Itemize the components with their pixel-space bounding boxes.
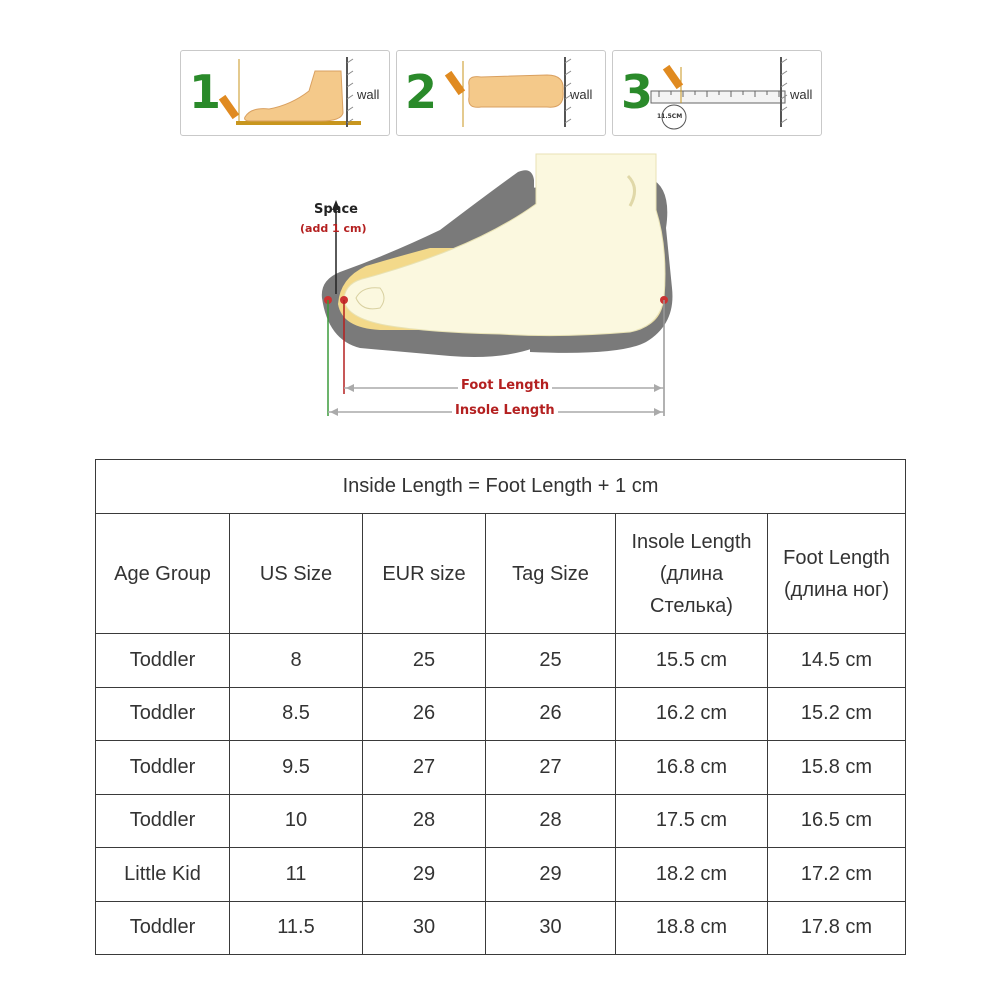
table-row xyxy=(96,848,906,902)
step-2-panel xyxy=(396,50,606,136)
header-foot-length xyxy=(768,514,906,634)
header-foot-length-en: Foot Length xyxy=(783,546,890,569)
cell-eur: 26 xyxy=(363,687,486,741)
header-insole-length-en: Insole Length xyxy=(631,530,752,553)
cell-insole: 18.2 cm xyxy=(616,848,768,902)
space-label: Space xyxy=(314,202,358,217)
cell-foot: 15.8 cm xyxy=(768,741,906,795)
header-foot-length-ru: (длина ног) xyxy=(783,578,890,601)
cell-insole: 17.5 cm xyxy=(616,794,768,848)
foot-length-label: Foot Length xyxy=(458,378,552,393)
cell-foot: 16.5 cm xyxy=(768,794,906,848)
cell-insole: 16.2 cm xyxy=(616,687,768,741)
cell-tag: 25 xyxy=(486,634,616,688)
step-1-panel xyxy=(180,50,390,136)
formula-text: Inside Length = Foot Length + 1 cm xyxy=(96,460,906,514)
step-number: 1 xyxy=(189,65,222,119)
cell-eur: 29 xyxy=(363,848,486,902)
formula-row xyxy=(96,460,906,514)
table-row xyxy=(96,687,906,741)
header-us-size: US Size xyxy=(230,514,363,634)
cell-age: Toddler xyxy=(96,901,230,955)
cell-foot: 17.8 cm xyxy=(768,901,906,955)
header-eur-size: EUR size xyxy=(363,514,486,634)
cell-us: 8 xyxy=(230,634,363,688)
cell-foot: 15.2 cm xyxy=(768,687,906,741)
header-row xyxy=(96,514,906,634)
wall-label: wall xyxy=(357,87,380,102)
cell-age: Toddler xyxy=(96,794,230,848)
cell-insole: 15.5 cm xyxy=(616,634,768,688)
step-number: 3 xyxy=(621,65,654,119)
foot-in-shoe-diagram xyxy=(300,148,700,428)
wall-label: wall xyxy=(790,87,813,102)
cell-insole: 16.8 cm xyxy=(616,741,768,795)
ruler-mark-label: 11.5CM xyxy=(657,113,683,120)
header-age-group: Age Group xyxy=(96,514,230,634)
cell-us: 11.5 xyxy=(230,901,363,955)
size-chart-table xyxy=(95,459,906,955)
cell-foot: 14.5 cm xyxy=(768,634,906,688)
cell-tag: 29 xyxy=(486,848,616,902)
cell-us: 9.5 xyxy=(230,741,363,795)
cell-tag: 27 xyxy=(486,741,616,795)
cell-eur: 30 xyxy=(363,901,486,955)
cell-tag: 26 xyxy=(486,687,616,741)
space-note: (add 1 cm) xyxy=(300,222,367,235)
table-row xyxy=(96,794,906,848)
table-row xyxy=(96,741,906,795)
cell-tag: 30 xyxy=(486,901,616,955)
header-insole-length-ru: (длина Стелька) xyxy=(650,562,733,617)
table-row xyxy=(96,634,906,688)
step-number: 2 xyxy=(405,65,438,119)
cell-age: Little Kid xyxy=(96,848,230,902)
cell-age: Toddler xyxy=(96,634,230,688)
cell-us: 11 xyxy=(230,848,363,902)
cell-us: 8.5 xyxy=(230,687,363,741)
cell-age: Toddler xyxy=(96,687,230,741)
cell-eur: 27 xyxy=(363,741,486,795)
wall-label: wall xyxy=(570,87,593,102)
step-3-panel xyxy=(612,50,822,136)
insole-length-label: Insole Length xyxy=(452,403,558,418)
cell-eur: 25 xyxy=(363,634,486,688)
cell-us: 10 xyxy=(230,794,363,848)
cell-age: Toddler xyxy=(96,741,230,795)
cell-tag: 28 xyxy=(486,794,616,848)
cell-foot: 17.2 cm xyxy=(768,848,906,902)
cell-eur: 28 xyxy=(363,794,486,848)
header-insole-length xyxy=(616,514,768,634)
table-row xyxy=(96,901,906,955)
header-tag-size: Tag Size xyxy=(486,514,616,634)
cell-insole: 18.8 cm xyxy=(616,901,768,955)
